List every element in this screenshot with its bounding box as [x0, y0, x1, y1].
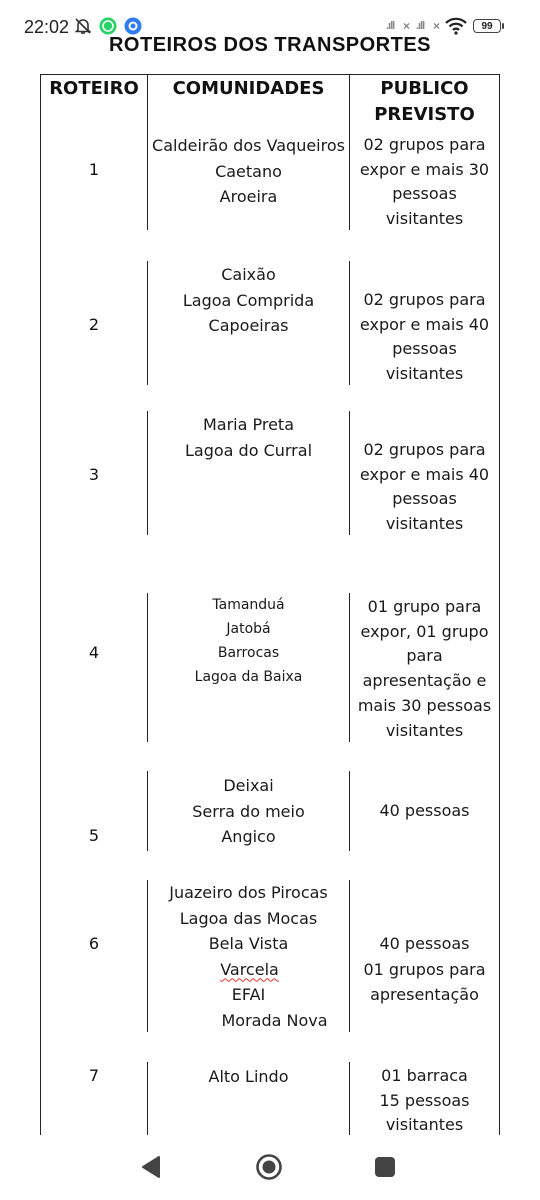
recent-apps-button-icon[interactable]	[374, 1156, 396, 1178]
comunidades-cell: Juazeiro dos Pirocas Lagoa das Mocas Bela Vista Varcela EFAI Morada Nova	[169, 883, 328, 1030]
back-button-icon[interactable]	[140, 1155, 162, 1179]
roteiro-number: 3	[88, 465, 100, 484]
comunidades-cell: Maria Preta Lagoa do Curral	[184, 415, 313, 460]
roteiro-number: 4	[88, 643, 100, 662]
battery-tip	[502, 23, 504, 29]
navigation-bar	[0, 1135, 540, 1200]
header-comunidades: COMUNIDADES	[172, 78, 325, 99]
publico-cell: 01 grupo para expor, 01 grupo para apresentação e mais 30 pessoas visitantes	[357, 597, 492, 740]
home-button-icon[interactable]	[255, 1153, 283, 1181]
clock: 22:02	[24, 17, 70, 37]
roteiro-number: 6	[88, 934, 100, 953]
roteiro-number: 5	[88, 826, 100, 845]
comunidades-cell: Deixai Serra do meio Angico	[192, 776, 305, 846]
header-publico-previsto: PUBLICO PREVISTO	[374, 78, 475, 125]
table-right-border	[499, 74, 500, 1135]
publico-cell: 01 barraca 15 pessoas visitantes	[379, 1066, 470, 1134]
roteiro-number: 1	[88, 160, 100, 179]
table-left-border	[40, 74, 41, 1135]
header-roteiro: ROTEIRO	[49, 78, 139, 99]
no-signal-x-icon-2: ×	[433, 19, 441, 33]
signal-sim1-icon: .ıll	[386, 20, 395, 32]
publico-cell: 02 grupos para expor e mais 40 pessoas visitantes	[359, 440, 490, 533]
publico-cell: 40 pessoas	[379, 801, 470, 820]
battery-indicator: 99	[473, 19, 501, 33]
publico-cell: 02 grupos para expor e mais 30 pessoas visitantes	[359, 135, 490, 228]
comunidades-cell: Caixão Lagoa Comprida Capoeiras	[182, 265, 315, 335]
roteiro-number: 2	[88, 315, 100, 334]
comunidades-cell: Alto Lindo	[208, 1067, 289, 1086]
no-signal-x-icon: ×	[403, 19, 411, 33]
table-top-border	[40, 74, 500, 75]
publico-cell: 40 pessoas 01 grupos para apresentação	[363, 934, 486, 1004]
roteiro-number: 7	[88, 1066, 100, 1085]
document-title: ROTEIROS DOS TRANSPORTES	[108, 34, 432, 54]
signal-sim2-icon: .ıll	[416, 20, 425, 32]
publico-cell: 02 grupos para expor e mais 40 pessoas visitantes	[359, 290, 490, 383]
comunidades-cell: Caldeirão dos Vaqueiros Caetano Aroeira	[152, 136, 345, 206]
comunidades-cell: Tamanduá Jatobá Barrocas Lagoa da Baixa	[194, 597, 303, 685]
